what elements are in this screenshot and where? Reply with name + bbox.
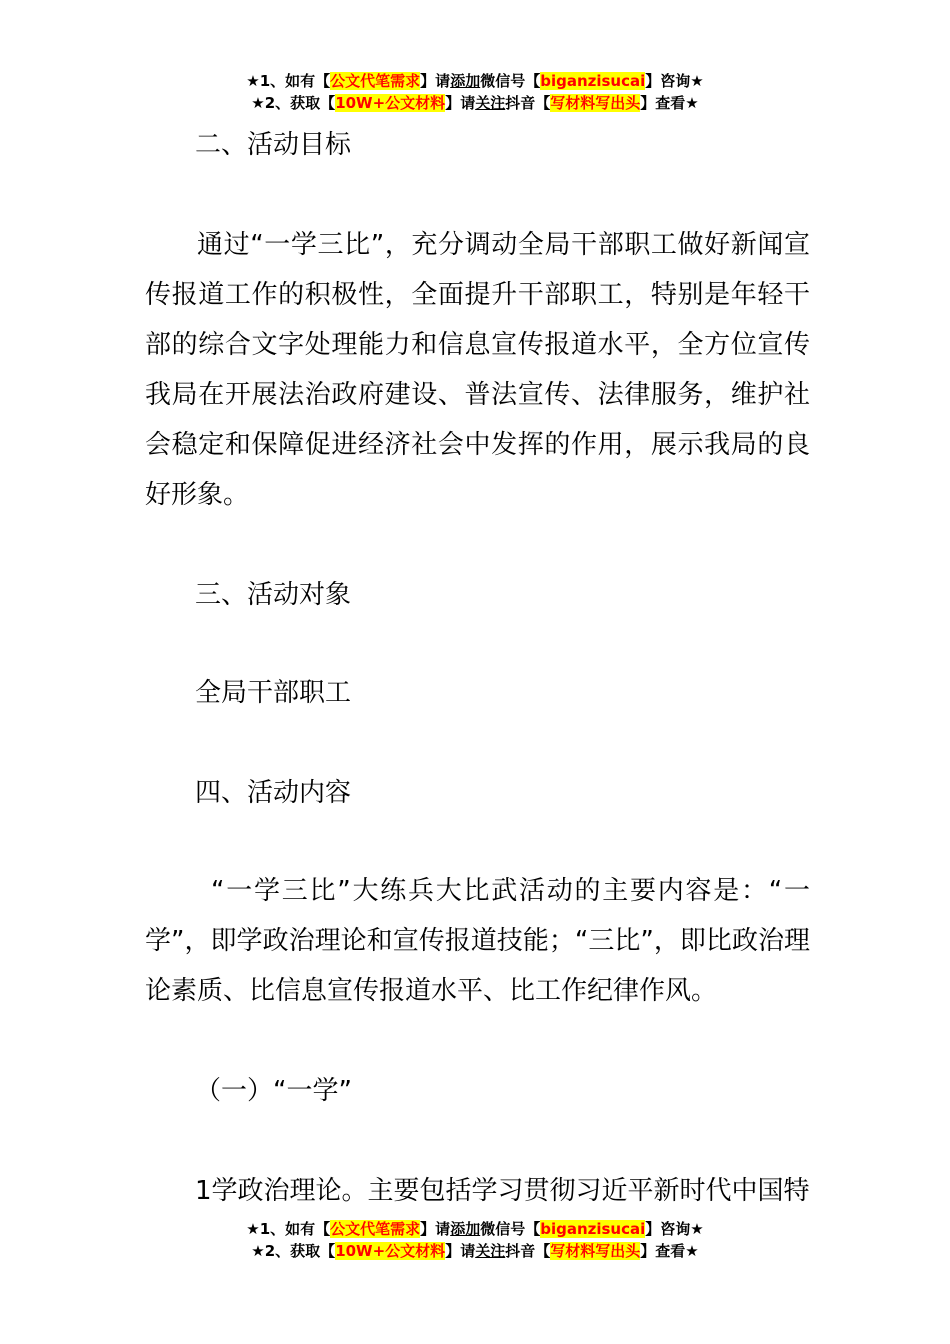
promo-line-2 <box>0 92 950 114</box>
promo-text: 】请 <box>420 72 451 90</box>
promo-text: 微信号【 <box>480 1220 541 1238</box>
promo-emphasis: 添加 <box>450 72 481 90</box>
promo-text: 】查看★ <box>640 94 699 112</box>
section-heading-goal: 二、活动目标 <box>195 130 352 160</box>
promo-highlight: 10W+公文材料 <box>335 1242 446 1260</box>
promo-text: 微信号【 <box>480 72 541 90</box>
paragraph-content: “一学三比”大练兵大比武活动的主要内容是：“一学”，即学政治理论和宣传报道技能；“三比”，即比政治理论素质、比信息宣传报道水平、比工作纪律作风。 <box>145 876 810 1006</box>
promo-highlight: 公文代笔需求 <box>330 72 421 90</box>
promo-highlight: biganzisucai <box>540 1220 646 1238</box>
promo-text: 】咨询★ <box>645 1220 704 1238</box>
promo-line-1 <box>0 70 950 92</box>
paragraph-target: 全局干部职工 <box>195 678 352 708</box>
promo-text: 】请 <box>420 1220 451 1238</box>
promo-emphasis: 关注 <box>475 1242 506 1260</box>
promo-text: ★1、如有【 <box>246 1220 331 1238</box>
paragraph-item-1: 1学政治理论。主要包括学习贯彻习近平新时代中国特 <box>195 1176 810 1206</box>
promo-highlight: 写材料写出头 <box>550 1242 641 1260</box>
promo-highlight: 10W+公文材料 <box>335 94 446 112</box>
promo-text: 】请 <box>445 94 476 112</box>
promo-banner-top <box>0 70 950 114</box>
promo-line-2 <box>0 1240 950 1262</box>
section-heading-target: 三、活动对象 <box>195 580 352 610</box>
promo-highlight: biganzisucai <box>540 72 646 90</box>
promo-highlight: 写材料写出头 <box>550 94 641 112</box>
promo-text: 抖音【 <box>505 94 551 112</box>
promo-banner-bottom <box>0 1218 950 1262</box>
promo-text: ★1、如有【 <box>246 72 331 90</box>
promo-text: 】请 <box>445 1242 476 1260</box>
subsection-heading-one-study: （一）“一学” <box>195 1076 352 1106</box>
promo-text: ★2、获取【 <box>251 1242 336 1260</box>
promo-text: 】咨询★ <box>645 72 704 90</box>
section-heading-content: 四、活动内容 <box>195 778 352 808</box>
promo-text: 抖音【 <box>505 1242 551 1260</box>
promo-emphasis: 关注 <box>475 94 506 112</box>
promo-emphasis: 添加 <box>450 1220 481 1238</box>
promo-highlight: 公文代笔需求 <box>330 1220 421 1238</box>
promo-text: ★2、获取【 <box>251 94 336 112</box>
paragraph-goal: 通过“一学三比”，充分调动全局干部职工做好新闻宣传报道工作的积极性，全面提升干部职工，特别是年轻干部的综合文字处理能力和信息宣传报道水平，全方位宣传我局在开展法治政府建设、普法宣传、法律服务，维护社会稳定和保障促进经济社会中发挥的作用，展示我局的良好形象。 <box>145 230 810 510</box>
promo-text: 】查看★ <box>640 1242 699 1260</box>
promo-line-1 <box>0 1218 950 1240</box>
